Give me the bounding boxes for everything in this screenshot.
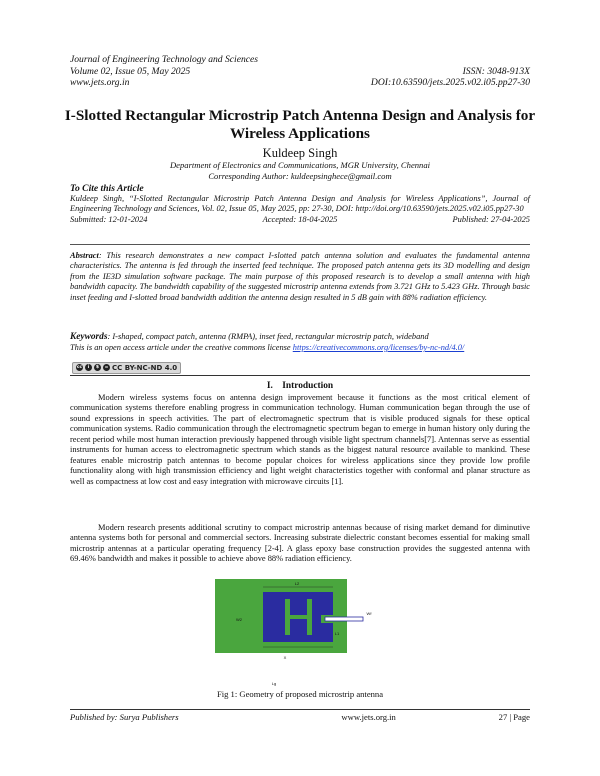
affiliation: Department of Electronics and Communications, MGR University, Chennai [169, 160, 431, 170]
cc-badge-text: CC BY-NC-ND 4.0 [112, 363, 178, 372]
figure-caption: Fig 1: Geometry of proposed microstrip antenna [216, 689, 384, 699]
label-bottom: X [283, 655, 287, 660]
cite-heading: To Cite this Article [70, 183, 144, 194]
journal-volume: Volume 02, Issue 05, May 2025 [70, 65, 191, 77]
footer-page: 27 | Page [498, 712, 530, 722]
published-date: Published: 27-04-2025 [452, 214, 530, 224]
footer-publisher: Published by: Surya Publishers [70, 712, 179, 722]
section-divider [70, 375, 530, 376]
nd-icon: = [104, 365, 109, 370]
footer-divider [70, 709, 530, 710]
nc-icon: $ [95, 365, 100, 370]
license-link[interactable]: https://creativecommons.org/licenses/by-nc-nd/4.0/ [292, 343, 465, 352]
by-icon: i [85, 364, 92, 371]
label-below: Lg [271, 681, 277, 686]
intro-paragraph-1: Modern wireless systems focus on antenna design improvement because it functions as the most critical element of communication systems therefore enabling progress in communication technology. Human communication began through the use of sound expressions in speech activities. The part of electromagnetic spectrum that is visible produced signals for these optical communication systems. Radio communication through the electromagnetic spectrum began to emerge in human history only during the recent period while most human interaction previously happened through visible light spectrum channels[7]. Antennas serve as essential instruments for human access to electromagnetic spectrum which stands as the biggest natural resource available to mankind. These features enable microstrip patch antennas to become popular choices for wireless applications since they provide low profile functionality along with high transmission efficiency and light weight characteristics together with conformal and planar structure as well as compactness at low cost and easy integration with microwave circuits [1]. [70, 393, 530, 486]
affiliation-block [0, 160, 600, 182]
journal-doi[interactable]: DOI:10.63590/jets.2025.v02.i05.pp27-30 [370, 77, 530, 88]
license-line [70, 343, 540, 353]
journal-header [70, 54, 530, 89]
antenna-geometry-figure [213, 577, 373, 687]
cc-license-badge[interactable] [72, 355, 181, 374]
cite-text: Kuldeep Singh, “I-Slotted Rectangular Microstrip Patch Antenna Design and Analysis for Wireless Applications”, Journal of Engineering Technology and Sciences, Vol. 02, Issue 05, May 2025, pp: 27-30, DOI: http://doi.org/10.63590/jets.2025.v02.i05.pp27-30 [70, 194, 530, 214]
footer-website[interactable]: www.jets.org.in [341, 712, 396, 722]
feed-line [325, 617, 363, 621]
journal-issn: ISSN: 3048-913X [462, 65, 530, 77]
journal-website[interactable]: www.jets.org.in [70, 77, 130, 88]
label-right: Wf [366, 611, 372, 616]
cite-section [70, 183, 530, 225]
accepted-date: Accepted: 18-04-2025 [262, 214, 338, 224]
divider [70, 244, 530, 245]
label-top: L2 [294, 581, 300, 586]
journal-name: Journal of Engineering Technology and Sciences [70, 54, 259, 65]
keywords-text: : I-shaped, compact patch, antenna (RMPA), inset feed, rectangular microstrip patch, wideband [107, 332, 429, 341]
intro-paragraph-2: Modern research presents additional scrutiny to compact microstrip antennas because of rising market demand for diminutive antenna systems both for personal and commercial sectors. Increasing substrate dielectric constant becomes essential for making small microstrip antennas at a particular operating frequency [2-4]. A glass epoxy base construction provides the suggested antenna with 69.46% bandwidth and makes it possible to achieve above 88% radiation efficiency. [70, 523, 530, 564]
license-text: This is an open access article under the creative commons license [70, 343, 293, 352]
author-name: Kuldeep Singh [262, 146, 338, 160]
cc-icon: cc [76, 365, 83, 370]
section-heading: I. Introduction [266, 381, 334, 391]
abstract [70, 251, 530, 303]
corresponding-author: Corresponding Author: kuldeepsinghece@gmail.com [208, 170, 392, 181]
abstract-text: : This research demonstrates a new compact I-slotted patch antenna solution and evaluates the fundamental antenna characteristics. The antenna is fed through the inserted feed technique. The proposed patch antenna gets its 3D modelling and design from the IE3D simulation software package. The main purpose of this proposed research is to develop a small antenna with high bandwidth capacity. The bandwidth capability of the suggested microstrip antenna extends from 3.721 GHz to 5.423 GHz. Through basic inset feeding and I-slotted broad bandwidth addition the antenna design resulted in 5 dB gain with 88% radiation efficiency. [70, 251, 530, 302]
dates-row [70, 215, 530, 225]
label-inset: L1 [334, 631, 340, 636]
paper-title: I-Slotted Rectangular Microstrip Patch Antenna Design and Analysis for Wireless Applications [64, 107, 536, 142]
footer [70, 712, 530, 722]
label-left: W2 [236, 617, 242, 622]
keywords-label: Keywords [70, 332, 108, 342]
submitted-date: Submitted: 12-01-2024 [70, 214, 148, 224]
abstract-label: Abstract [70, 251, 99, 260]
i-slot-bar [285, 615, 312, 619]
keywords [70, 332, 530, 342]
